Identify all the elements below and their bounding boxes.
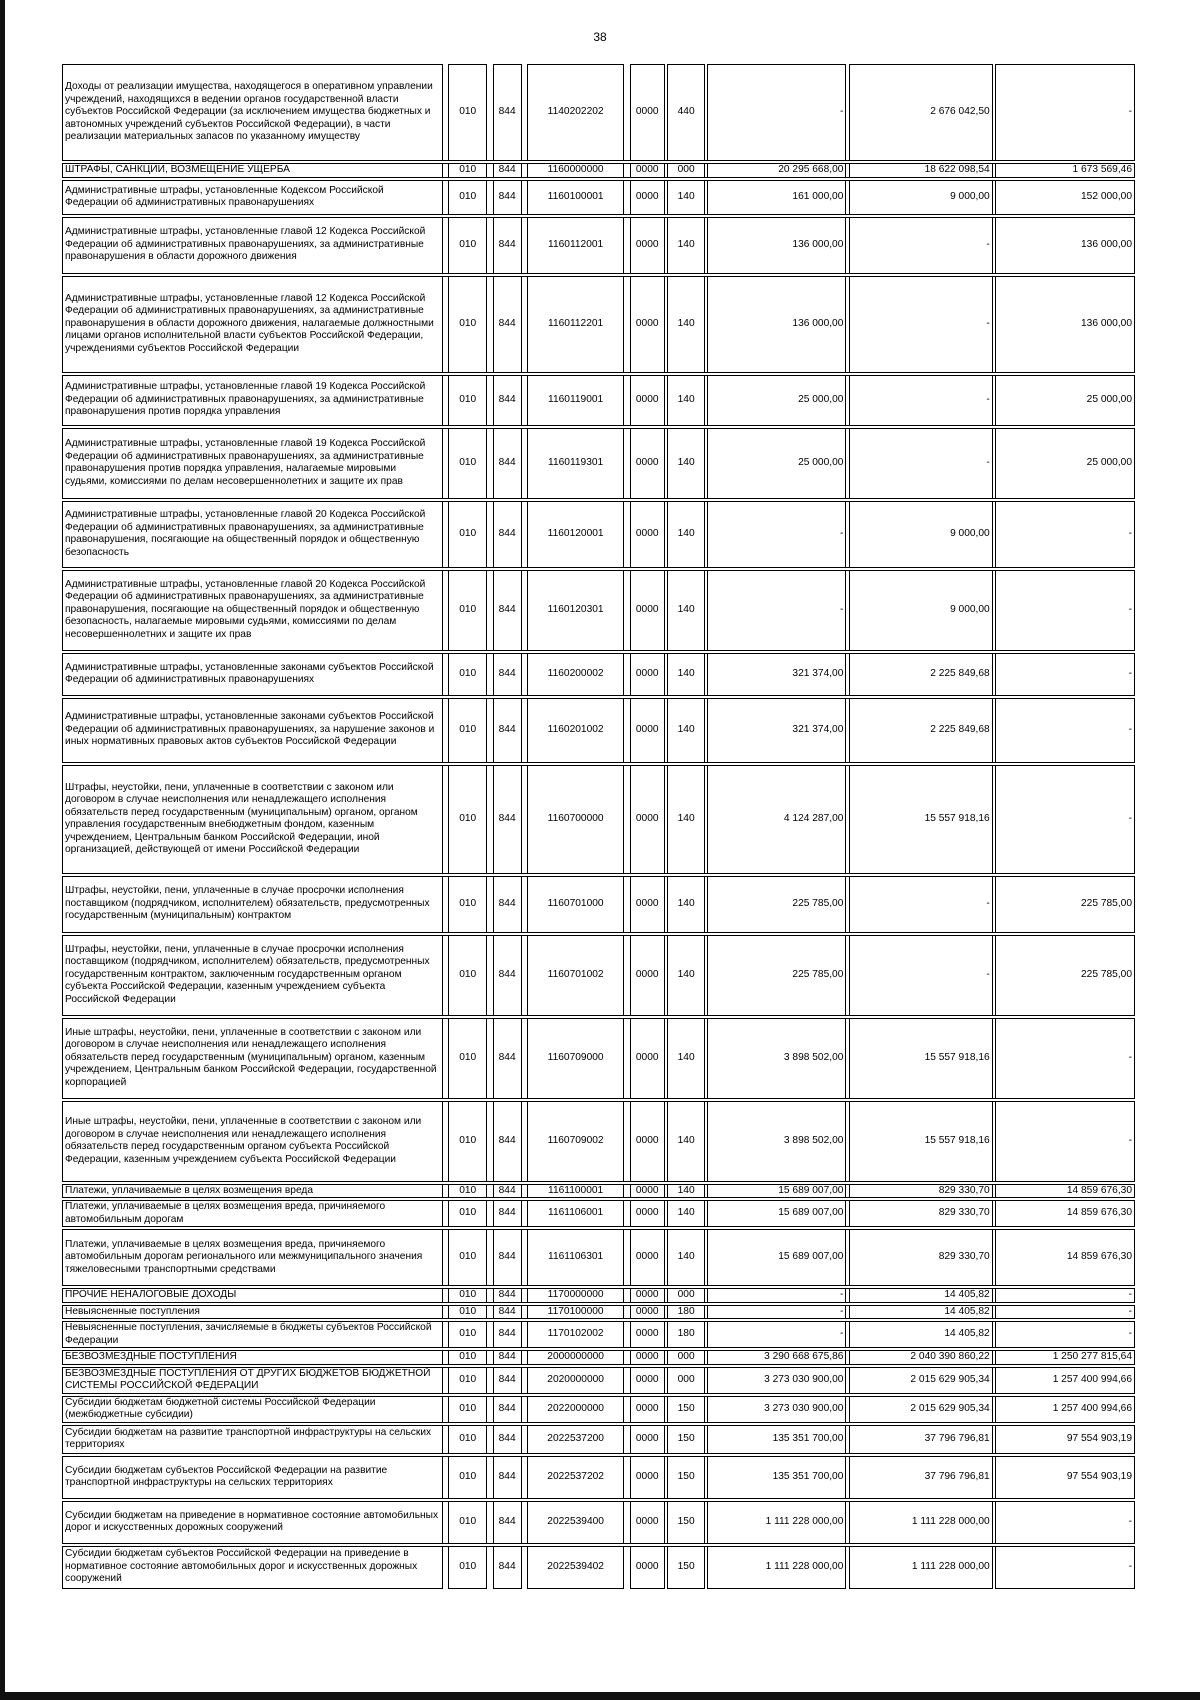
row-income-code: 1161106001 — [527, 1201, 624, 1227]
row-chapter-code: 844 — [493, 1322, 521, 1348]
row-value-executed: 14 405,82 — [849, 1289, 992, 1303]
row-admin-code: 010 — [449, 935, 487, 1015]
row-program-code: 0000 — [630, 1367, 664, 1393]
row-name: ПРОЧИЕ НЕНАЛОГОВЫЕ ДОХОДЫ — [63, 1289, 443, 1303]
row-kosgu-code: 000 — [667, 1289, 704, 1303]
row-chapter-code: 844 — [493, 1351, 521, 1365]
row-value-approved: 135 351 700,00 — [708, 1425, 846, 1453]
row-name: Субсидии бюджетам на развитие транспортной инфраструктуры на сельских территориях — [63, 1425, 443, 1453]
row-value-remaining: - — [995, 1289, 1134, 1303]
row-income-code: 1160201002 — [527, 698, 624, 762]
row-value-executed: - — [849, 276, 992, 372]
row-kosgu-code: 140 — [667, 217, 704, 273]
table-row — [63, 501, 1135, 567]
table-row — [63, 180, 1135, 214]
row-income-code: 1160701002 — [527, 935, 624, 1015]
row-income-code: 1160112201 — [527, 276, 624, 372]
row-kosgu-code: 150 — [667, 1425, 704, 1453]
row-value-remaining: 97 554 903,19 — [995, 1425, 1134, 1453]
row-admin-code: 010 — [449, 1546, 487, 1588]
row-value-executed: 2 676 042,50 — [849, 65, 992, 161]
row-value-approved: - — [708, 1305, 846, 1319]
row-income-code: 1160700000 — [527, 765, 624, 873]
row-kosgu-code: 140 — [667, 1018, 704, 1098]
row-value-executed: 2 225 849,68 — [849, 653, 992, 695]
row-name: Административные штрафы, установленные главой 20 Кодекса Российской Федерации об административных правонарушениях, за административные правонарушения, посягающие на общественный порядок и общественную безопасность, налагаемые мировыми судьями, комиссиями по делам несовершеннолетних и защите их прав — [63, 570, 443, 650]
row-name: Штрафы, неустойки, пени, уплаченные в соответствии с законом или договором в случае неисполнения или ненадлежащего исполнения обязательств перед государственным (муниципальным) органом, органом управления государственным внебюджетным фондом, казенным учреждением, Центральным банком Российской Федерации, иной организацией, действующей от имени Российской Федерации — [63, 765, 443, 873]
row-admin-code: 010 — [449, 1367, 487, 1393]
table-row — [63, 1322, 1135, 1348]
row-admin-code: 010 — [449, 1501, 487, 1543]
row-value-remaining: - — [995, 698, 1134, 762]
row-kosgu-code: 150 — [667, 1546, 704, 1588]
table-row — [63, 765, 1135, 873]
table-row — [63, 1289, 1135, 1303]
scan-left-border — [0, 0, 5, 1700]
row-value-approved: 25 000,00 — [708, 428, 846, 498]
row-income-code: 1170000000 — [527, 1289, 624, 1303]
row-chapter-code: 844 — [493, 1101, 521, 1181]
row-admin-code: 010 — [449, 765, 487, 873]
table-row — [63, 1501, 1135, 1543]
row-income-code: 1160100001 — [527, 180, 624, 214]
row-value-executed: 1 111 228 000,00 — [849, 1501, 992, 1543]
row-income-code: 1161106301 — [527, 1230, 624, 1286]
row-program-code: 0000 — [630, 1396, 664, 1422]
row-value-executed: 2 225 849,68 — [849, 698, 992, 762]
row-name: Невыясненные поступления, зачисляемые в бюджеты субъектов Российской Федерации — [63, 1322, 443, 1348]
row-program-code: 0000 — [630, 1425, 664, 1453]
row-admin-code: 010 — [449, 1396, 487, 1422]
row-name: Административные штрафы, установленные главой 12 Кодекса Российской Федерации об административных правонарушениях, за административные правонарушения в области дорожного движения — [63, 217, 443, 273]
row-name: Субсидии бюджетам на приведение в нормативное состояние автомобильных дорог и искусственных дорожных сооружений — [63, 1501, 443, 1543]
budget-table-body — [63, 65, 1135, 1589]
row-name: Субсидии бюджетам субъектов Российской Федерации на развитие транспортной инфраструктуры на сельских территориях — [63, 1456, 443, 1498]
row-admin-code: 010 — [449, 1425, 487, 1453]
row-admin-code: 010 — [449, 653, 487, 695]
row-value-approved: - — [708, 501, 846, 567]
row-admin-code: 010 — [449, 876, 487, 932]
row-kosgu-code: 000 — [667, 164, 704, 178]
row-name: Административные штрафы, установленные законами субъектов Российской Федерации об административных правонарушениях — [63, 653, 443, 695]
row-income-code: 1161100001 — [527, 1184, 624, 1198]
row-kosgu-code: 180 — [667, 1322, 704, 1348]
row-value-approved: 1 111 228 000,00 — [708, 1501, 846, 1543]
row-income-code: 2022539402 — [527, 1546, 624, 1588]
row-kosgu-code: 180 — [667, 1305, 704, 1319]
row-value-remaining: 14 859 676,30 — [995, 1201, 1134, 1227]
row-kosgu-code: 150 — [667, 1456, 704, 1498]
table-row — [63, 1456, 1135, 1498]
row-name: Доходы от реализации имущества, находящегося в оперативном управлении учреждений, находящихся в ведении органов государственной власти субъектов Российской Федерации (за исключением имущества бюджетных и автономных учреждений субъектов Российской Федерации), в части реализации материальных запасов по указанному имуществу — [63, 65, 443, 161]
row-kosgu-code: 140 — [667, 1101, 704, 1181]
table-row — [63, 375, 1135, 425]
row-income-code: 1170100000 — [527, 1305, 624, 1319]
row-admin-code: 010 — [449, 428, 487, 498]
row-kosgu-code: 140 — [667, 1201, 704, 1227]
row-value-executed: 2 015 629 905,34 — [849, 1396, 992, 1422]
row-chapter-code: 844 — [493, 1367, 521, 1393]
row-chapter-code: 844 — [493, 65, 521, 161]
row-kosgu-code: 000 — [667, 1351, 704, 1365]
row-income-code: 2000000000 — [527, 1351, 624, 1365]
row-kosgu-code: 140 — [667, 501, 704, 567]
row-program-code: 0000 — [630, 570, 664, 650]
row-chapter-code: 844 — [493, 1230, 521, 1286]
row-admin-code: 010 — [449, 501, 487, 567]
row-income-code: 2022537202 — [527, 1456, 624, 1498]
page-number: 38 — [593, 30, 607, 44]
table-row — [63, 217, 1135, 273]
row-income-code: 1170102002 — [527, 1322, 624, 1348]
row-program-code: 0000 — [630, 1546, 664, 1588]
row-value-executed: - — [849, 217, 992, 273]
table-row — [63, 1018, 1135, 1098]
row-chapter-code: 844 — [493, 935, 521, 1015]
row-value-executed: - — [849, 375, 992, 425]
row-chapter-code: 844 — [493, 876, 521, 932]
row-chapter-code: 844 — [493, 765, 521, 873]
row-income-code: 2022539400 — [527, 1501, 624, 1543]
row-value-remaining: - — [995, 65, 1134, 161]
row-value-remaining: 1 673 569,46 — [995, 164, 1134, 178]
row-value-executed: 15 557 918,16 — [849, 1018, 992, 1098]
row-name: Невыясненные поступления — [63, 1305, 443, 1319]
row-value-approved: 225 785,00 — [708, 935, 846, 1015]
row-admin-code: 010 — [449, 1230, 487, 1286]
row-value-remaining: 1 257 400 994,66 — [995, 1396, 1134, 1422]
row-value-executed: 2 040 390 860,22 — [849, 1351, 992, 1365]
row-kosgu-code: 440 — [667, 65, 704, 161]
row-value-executed: 829 330,70 — [849, 1201, 992, 1227]
row-value-executed: - — [849, 935, 992, 1015]
row-chapter-code: 844 — [493, 1456, 521, 1498]
row-income-code: 1160701000 — [527, 876, 624, 932]
row-kosgu-code: 140 — [667, 276, 704, 372]
row-chapter-code: 844 — [493, 1018, 521, 1098]
row-value-executed: 829 330,70 — [849, 1184, 992, 1198]
row-value-remaining: - — [995, 1018, 1134, 1098]
row-value-remaining: 1 250 277 815,64 — [995, 1351, 1134, 1365]
row-program-code: 0000 — [630, 375, 664, 425]
row-value-remaining: 25 000,00 — [995, 375, 1134, 425]
row-value-remaining: - — [995, 1322, 1134, 1348]
row-name: Иные штрафы, неустойки, пени, уплаченные в соответствии с законом или договором в случае неисполнения или ненадлежащего исполнения обязательств перед государственным (муниципальным) органом, казенным учреждением, Центральным банком Российской Федерации, государственной корпорацией — [63, 1018, 443, 1098]
row-admin-code: 010 — [449, 1101, 487, 1181]
row-name: Субсидии бюджетам бюджетной системы Российской Федерации (межбюджетные субсидии) — [63, 1396, 443, 1422]
table-row — [63, 1201, 1135, 1227]
row-value-executed: 2 015 629 905,34 — [849, 1367, 992, 1393]
row-value-remaining: 25 000,00 — [995, 428, 1134, 498]
row-program-code: 0000 — [630, 501, 664, 567]
row-chapter-code: 844 — [493, 217, 521, 273]
row-income-code: 1160119301 — [527, 428, 624, 498]
table-row — [63, 1305, 1135, 1319]
row-chapter-code: 844 — [493, 501, 521, 567]
row-income-code: 2020000000 — [527, 1367, 624, 1393]
row-chapter-code: 844 — [493, 1305, 521, 1319]
row-kosgu-code: 140 — [667, 180, 704, 214]
row-value-approved: 20 295 668,00 — [708, 164, 846, 178]
row-chapter-code: 844 — [493, 698, 521, 762]
row-value-approved: 3 898 502,00 — [708, 1101, 846, 1181]
row-chapter-code: 844 — [493, 653, 521, 695]
table-row — [63, 428, 1135, 498]
table-row — [63, 1184, 1135, 1198]
row-chapter-code: 844 — [493, 1546, 521, 1588]
row-admin-code: 010 — [449, 180, 487, 214]
row-value-approved: 225 785,00 — [708, 876, 846, 932]
row-name: Административные штрафы, установленные законами субъектов Российской Федерации об административных правонарушениях, за нарушение законов и иных нормативных правовых актов субъектов Российской Федерации — [63, 698, 443, 762]
row-kosgu-code: 140 — [667, 1230, 704, 1286]
row-program-code: 0000 — [630, 1201, 664, 1227]
row-kosgu-code: 140 — [667, 935, 704, 1015]
table-row — [63, 1396, 1135, 1422]
row-income-code: 1160120001 — [527, 501, 624, 567]
row-program-code: 0000 — [630, 765, 664, 873]
row-kosgu-code: 140 — [667, 428, 704, 498]
row-program-code: 0000 — [630, 698, 664, 762]
row-value-approved: 135 351 700,00 — [708, 1456, 846, 1498]
row-name: Административные штрафы, установленные Кодексом Российской Федерации об административных правонарушениях — [63, 180, 443, 214]
row-admin-code: 010 — [449, 1351, 487, 1365]
row-value-remaining: - — [995, 501, 1134, 567]
row-admin-code: 010 — [449, 1305, 487, 1319]
row-admin-code: 010 — [449, 276, 487, 372]
row-value-executed: 1 111 228 000,00 — [849, 1546, 992, 1588]
budget-table — [62, 64, 1135, 1589]
row-name: Платежи, уплачиваемые в целях возмещения вреда, причиняемого автомобильным дорогам регионального или межмуниципального значения тяжеловесными транспортными средствами — [63, 1230, 443, 1286]
row-value-approved: - — [708, 1289, 846, 1303]
row-income-code: 1160200002 — [527, 653, 624, 695]
row-value-remaining: - — [995, 765, 1134, 873]
row-chapter-code: 844 — [493, 428, 521, 498]
row-value-remaining: - — [995, 1101, 1134, 1181]
row-value-approved: 136 000,00 — [708, 276, 846, 372]
row-chapter-code: 844 — [493, 180, 521, 214]
row-name: Административные штрафы, установленные главой 20 Кодекса Российской Федерации об административных правонарушениях, за административные правонарушения, посягающие на общественный порядок и общественную безопасность — [63, 501, 443, 567]
row-kosgu-code: 140 — [667, 1184, 704, 1198]
row-program-code: 0000 — [630, 1018, 664, 1098]
row-income-code: 2022000000 — [527, 1396, 624, 1422]
table-row — [63, 1425, 1135, 1453]
row-program-code: 0000 — [630, 1351, 664, 1365]
row-program-code: 0000 — [630, 164, 664, 178]
row-value-remaining: 225 785,00 — [995, 876, 1134, 932]
row-income-code: 1160709000 — [527, 1018, 624, 1098]
row-value-executed: 37 796 796,81 — [849, 1456, 992, 1498]
row-program-code: 0000 — [630, 65, 664, 161]
row-name: Административные штрафы, установленные главой 19 Кодекса Российской Федерации об административных правонарушениях, за административные правонарушения против порядка управления, налагаемые мировыми судьями, комиссиями по делам несовершеннолетних и защите их прав — [63, 428, 443, 498]
row-kosgu-code: 140 — [667, 698, 704, 762]
row-chapter-code: 844 — [493, 375, 521, 425]
row-value-remaining: 152 000,00 — [995, 180, 1134, 214]
row-admin-code: 010 — [449, 1201, 487, 1227]
row-value-executed: 9 000,00 — [849, 570, 992, 650]
row-value-remaining: - — [995, 1501, 1134, 1543]
row-income-code: 1160000000 — [527, 164, 624, 178]
row-value-executed: 9 000,00 — [849, 180, 992, 214]
row-income-code: 1160112001 — [527, 217, 624, 273]
row-name: Платежи, уплачиваемые в целях возмещения вреда, причиняемого автомобильным дорогам — [63, 1201, 443, 1227]
row-admin-code: 010 — [449, 65, 487, 161]
row-kosgu-code: 140 — [667, 375, 704, 425]
row-name: БЕЗВОЗМЕЗДНЫЕ ПОСТУПЛЕНИЯ ОТ ДРУГИХ БЮДЖЕТОВ БЮДЖЕТНОЙ СИСТЕМЫ РОССИЙСКОЙ ФЕДЕРАЦИИ — [63, 1367, 443, 1393]
row-name: Платежи, уплачиваемые в целях возмещения вреда — [63, 1184, 443, 1198]
table-row — [63, 1546, 1135, 1588]
row-value-approved: 3 273 030 900,00 — [708, 1367, 846, 1393]
row-value-executed: 829 330,70 — [849, 1230, 992, 1286]
row-value-approved: - — [708, 570, 846, 650]
table-row — [63, 1367, 1135, 1393]
row-value-executed: 18 622 098,54 — [849, 164, 992, 178]
row-kosgu-code: 140 — [667, 765, 704, 873]
row-kosgu-code: 150 — [667, 1396, 704, 1422]
row-value-executed: - — [849, 428, 992, 498]
row-value-remaining: - — [995, 653, 1134, 695]
row-chapter-code: 844 — [493, 1425, 521, 1453]
row-program-code: 0000 — [630, 1305, 664, 1319]
row-value-approved: - — [708, 65, 846, 161]
row-value-approved: - — [708, 1322, 846, 1348]
row-chapter-code: 844 — [493, 1501, 521, 1543]
row-chapter-code: 844 — [493, 1201, 521, 1227]
row-name: ШТРАФЫ, САНКЦИИ, ВОЗМЕЩЕНИЕ УЩЕРБА — [63, 164, 443, 178]
row-income-code: 2022537200 — [527, 1425, 624, 1453]
row-name: Административные штрафы, установленные главой 19 Кодекса Российской Федерации об административных правонарушениях, за административные правонарушения против порядка управления — [63, 375, 443, 425]
row-program-code: 0000 — [630, 428, 664, 498]
row-value-executed: 15 557 918,16 — [849, 765, 992, 873]
table-row — [63, 1351, 1135, 1365]
row-value-approved: 136 000,00 — [708, 217, 846, 273]
row-admin-code: 010 — [449, 1456, 487, 1498]
row-income-code: 1160709002 — [527, 1101, 624, 1181]
row-program-code: 0000 — [630, 1289, 664, 1303]
row-admin-code: 010 — [449, 1322, 487, 1348]
row-value-remaining: 14 859 676,30 — [995, 1184, 1134, 1198]
row-income-code: 1140202202 — [527, 65, 624, 161]
row-program-code: 0000 — [630, 217, 664, 273]
row-value-approved: 25 000,00 — [708, 375, 846, 425]
row-kosgu-code: 140 — [667, 876, 704, 932]
row-kosgu-code: 000 — [667, 1367, 704, 1393]
row-admin-code: 010 — [449, 570, 487, 650]
row-value-executed: 37 796 796,81 — [849, 1425, 992, 1453]
row-chapter-code: 844 — [493, 1289, 521, 1303]
table-row — [63, 1101, 1135, 1181]
row-name: БЕЗВОЗМЕЗДНЫЕ ПОСТУПЛЕНИЯ — [63, 1351, 443, 1365]
row-value-approved: 1 111 228 000,00 — [708, 1546, 846, 1588]
row-value-approved: 15 689 007,00 — [708, 1201, 846, 1227]
row-admin-code: 010 — [449, 217, 487, 273]
row-value-approved: 4 124 287,00 — [708, 765, 846, 873]
row-value-approved: 15 689 007,00 — [708, 1230, 846, 1286]
row-chapter-code: 844 — [493, 276, 521, 372]
row-kosgu-code: 150 — [667, 1501, 704, 1543]
table-row — [63, 653, 1135, 695]
table-row — [63, 570, 1135, 650]
table-row — [63, 698, 1135, 762]
table-row — [63, 276, 1135, 372]
row-income-code: 1160119001 — [527, 375, 624, 425]
row-chapter-code: 844 — [493, 1396, 521, 1422]
row-value-approved: 3 898 502,00 — [708, 1018, 846, 1098]
row-name: Административные штрафы, установленные главой 12 Кодекса Российской Федерации об административных правонарушениях, за административные правонарушения в области дорожного движения, налагаемые должностными лицами органов исполнительной власти субъектов Российской Федерации, учреждениями субъектов Российской Федерации — [63, 276, 443, 372]
row-value-approved: 3 290 668 675,86 — [708, 1351, 846, 1365]
table-row — [63, 1230, 1135, 1286]
row-program-code: 0000 — [630, 876, 664, 932]
row-name: Иные штрафы, неустойки, пени, уплаченные в соответствии с законом или договором в случае неисполнения или ненадлежащего исполнения обязательств перед государственным органом субъекта Российской Федерации, казенным учреждением субъекта Российской Федерации — [63, 1101, 443, 1181]
row-value-remaining: 1 257 400 994,66 — [995, 1367, 1134, 1393]
table-row — [63, 876, 1135, 932]
row-name: Штрафы, неустойки, пени, уплаченные в случае просрочки исполнения поставщиком (подрядчиком, исполнителем) обязательств, предусмотренных государственным контрактом, заключенным государственным органом субъекта Российской Федерации, казенным учреждением субъекта Российской Федерации — [63, 935, 443, 1015]
row-value-approved: 161 000,00 — [708, 180, 846, 214]
row-value-remaining: - — [995, 570, 1134, 650]
row-value-approved: 321 374,00 — [708, 698, 846, 762]
row-program-code: 0000 — [630, 1322, 664, 1348]
row-value-approved: 15 689 007,00 — [708, 1184, 846, 1198]
row-program-code: 0000 — [630, 276, 664, 372]
table-row — [63, 935, 1135, 1015]
row-program-code: 0000 — [630, 1456, 664, 1498]
table-row — [63, 164, 1135, 178]
row-admin-code: 010 — [449, 698, 487, 762]
row-admin-code: 010 — [449, 1018, 487, 1098]
row-value-remaining: 225 785,00 — [995, 935, 1134, 1015]
row-value-executed: 15 557 918,16 — [849, 1101, 992, 1181]
table-row — [63, 65, 1135, 161]
row-value-remaining: - — [995, 1546, 1134, 1588]
row-value-executed: 14 405,82 — [849, 1305, 992, 1319]
row-value-remaining: 136 000,00 — [995, 217, 1134, 273]
row-income-code: 1160120301 — [527, 570, 624, 650]
row-admin-code: 010 — [449, 1184, 487, 1198]
row-value-remaining: 14 859 676,30 — [995, 1230, 1134, 1286]
row-value-executed: - — [849, 876, 992, 932]
row-admin-code: 010 — [449, 164, 487, 178]
row-chapter-code: 844 — [493, 1184, 521, 1198]
scan-bottom-border — [0, 1692, 1200, 1700]
row-program-code: 0000 — [630, 1101, 664, 1181]
row-program-code: 0000 — [630, 1184, 664, 1198]
row-chapter-code: 844 — [493, 570, 521, 650]
row-admin-code: 010 — [449, 1289, 487, 1303]
row-value-approved: 321 374,00 — [708, 653, 846, 695]
row-value-remaining: - — [995, 1305, 1134, 1319]
row-value-executed: 9 000,00 — [849, 501, 992, 567]
row-name: Субсидии бюджетам субъектов Российской Федерации на приведение в нормативное состояние автомобильных дорог и искусственных дорожных сооружений — [63, 1546, 443, 1588]
row-program-code: 0000 — [630, 653, 664, 695]
row-kosgu-code: 140 — [667, 570, 704, 650]
row-value-approved: 3 273 030 900,00 — [708, 1396, 846, 1422]
row-value-executed: 14 405,82 — [849, 1322, 992, 1348]
row-value-remaining: 136 000,00 — [995, 276, 1134, 372]
row-program-code: 0000 — [630, 180, 664, 214]
row-name: Штрафы, неустойки, пени, уплаченные в случае просрочки исполнения поставщиком (подрядчиком, исполнителем) обязательств, предусмотренных государственным (муниципальным) контрактом — [63, 876, 443, 932]
row-chapter-code: 844 — [493, 164, 521, 178]
row-program-code: 0000 — [630, 1501, 664, 1543]
row-program-code: 0000 — [630, 1230, 664, 1286]
row-admin-code: 010 — [449, 375, 487, 425]
row-program-code: 0000 — [630, 935, 664, 1015]
row-value-remaining: 97 554 903,19 — [995, 1456, 1134, 1498]
row-kosgu-code: 140 — [667, 653, 704, 695]
